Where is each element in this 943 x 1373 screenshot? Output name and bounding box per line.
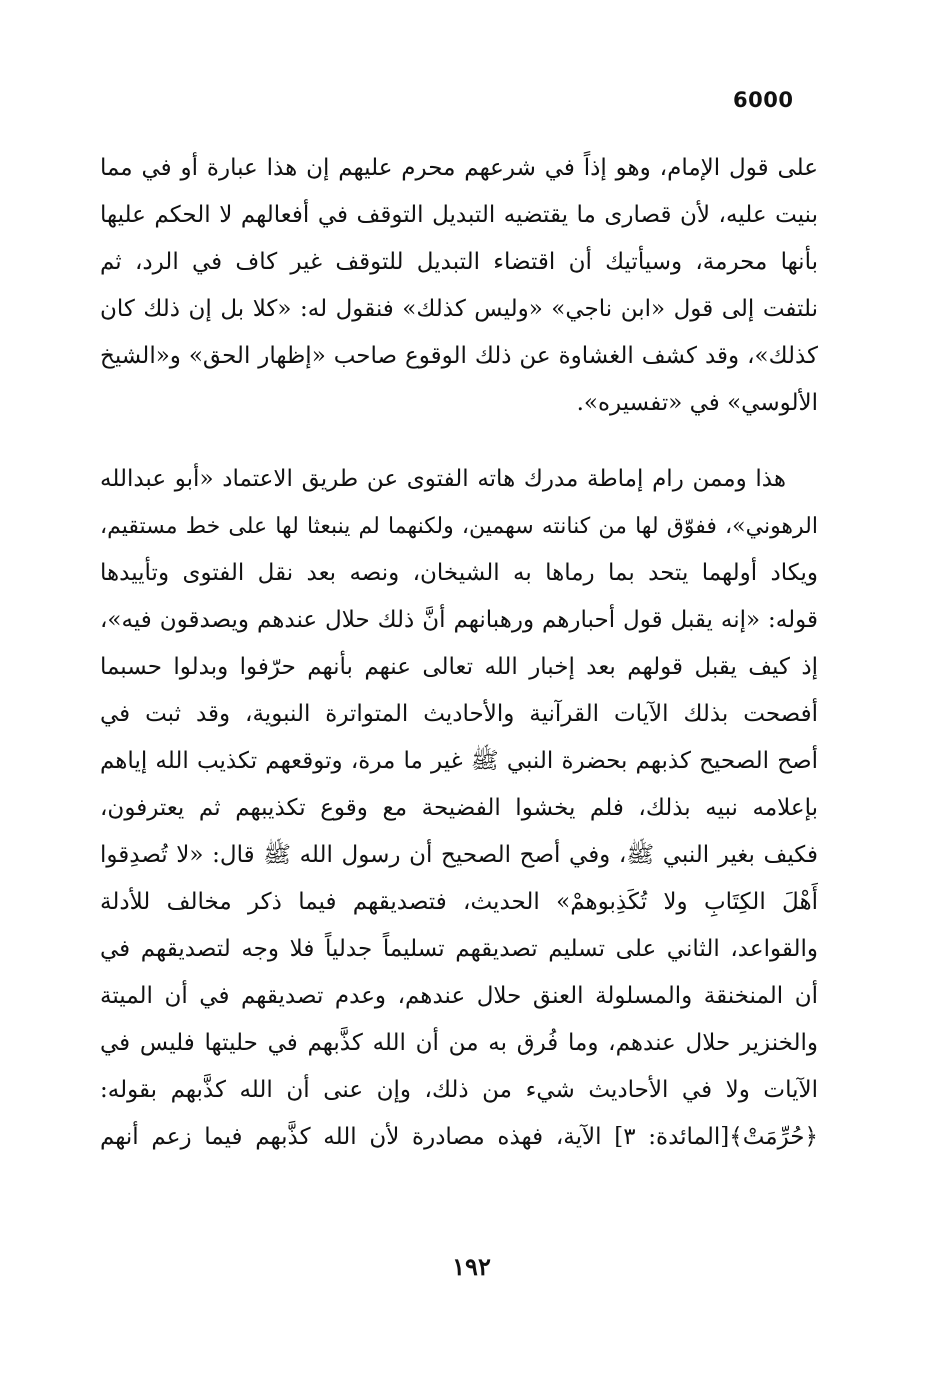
text-line: ويكاد أولهما يتحد بما رماها به الشيخان، ونصه بعد نقل الفتوى وتأييدها <box>100 560 818 586</box>
text-line: فكيف بغير النبي ﷺ، وفي أصح الصحيح أن رسول الله ﷺ قال: «لا تُصدِقوا <box>100 842 818 868</box>
text-line: بنيت عليه، لأن قصارى ما يقتضيه التبديل التوقف في أفعالهم لا الحكم عليها <box>100 202 818 228</box>
text-line: نلتفت إلى قول «ابن ناجي» «وليس كذلك» فنقول له: «كلا بل إن ذلك كان <box>100 296 818 322</box>
text-line: كذلك»، وقد كشف الغشاوة عن ذلك الوقوع صاحب «إظهار الحق» و«الشيخ <box>100 343 818 369</box>
text-line: والخنزير حلال عندهم، وما فُرق به من أن الله كذَّبهم في حليتها فليس في <box>100 1030 818 1056</box>
text-line: قوله: «إنه يقبل قول أحبارهم ورهبانهم أنَّ ذلك حلال عندهم ويصدقون فيه»، <box>100 607 818 633</box>
text-line: إذ كيف يقبل قولهم بعد إخبار الله تعالى عنهم بأنهم حرّفوا وبدلوا حسبما <box>100 654 818 680</box>
text-line: الألوسي» في «تفسيره». <box>576 390 818 416</box>
text-line: الآيات ولا في الأحاديث شيء من ذلك، وإن عنى أن الله كذَّبهم بقوله: <box>100 1077 818 1103</box>
text-line: على قول الإمام، وهو إذاً في شرعهم محرم عليهم إن هذا عبارة أو في مما <box>100 155 818 181</box>
text-line: بأنها محرمة، وسيأتيك أن اقتضاء التبديل للتوقف غير كاف في الرد، ثم <box>100 249 818 275</box>
text-line: أفصحت بذلك الآيات القرآنية والأحاديث المتواترة النبوية، وقد ثبت في <box>100 701 818 727</box>
text-line: والقواعد، الثاني على تسليم تصديقهم تسليماً جدلياً فلا وجه لتصديقهم في <box>100 936 818 962</box>
text-line: أَهْلَ الكِتَابِ ولا تُكَذِبوهمْ» الحديث، فتصديقهم فيما ذكر مخالف للأدلة <box>100 889 818 915</box>
text-line: بإعلامه نبيه بذلك، فلم يخشوا الفضيحة مع وقوع تكذيبهم ثم يعترفون، <box>100 795 818 821</box>
text-line: ﴿حُرِّمَتْ﴾[المائدة: ٣] الآية، فهذه مصادرة لأن الله كذَّبهم فيما زعم أنهم <box>100 1124 818 1150</box>
page-marker: 6000 <box>733 88 794 112</box>
paragraph-1 <box>100 145 818 427</box>
page-number: ١٩٢ <box>452 1252 491 1281</box>
text-line: الرهوني»، ففوّق لها من كنانته سهمين، ولكنهما لم ينبعثا لها على خط مستقيم، <box>100 514 818 539</box>
text-line: هذا وممن رام إماطة مدرك هاته الفتوى عن طريق الاعتماد «أبو عبدالله <box>100 466 786 492</box>
text-line: أن المنخنقة والمسلولة العنق حلال عندهم، وعدم تصديقهم في أن الميتة <box>100 983 818 1009</box>
paragraph-2 <box>100 456 818 1161</box>
text-line: أصح الصحيح كذبهم بحضرة النبي ﷺ غير ما مرة، وتوقعهم تكذيب الله إياهم <box>100 748 818 774</box>
